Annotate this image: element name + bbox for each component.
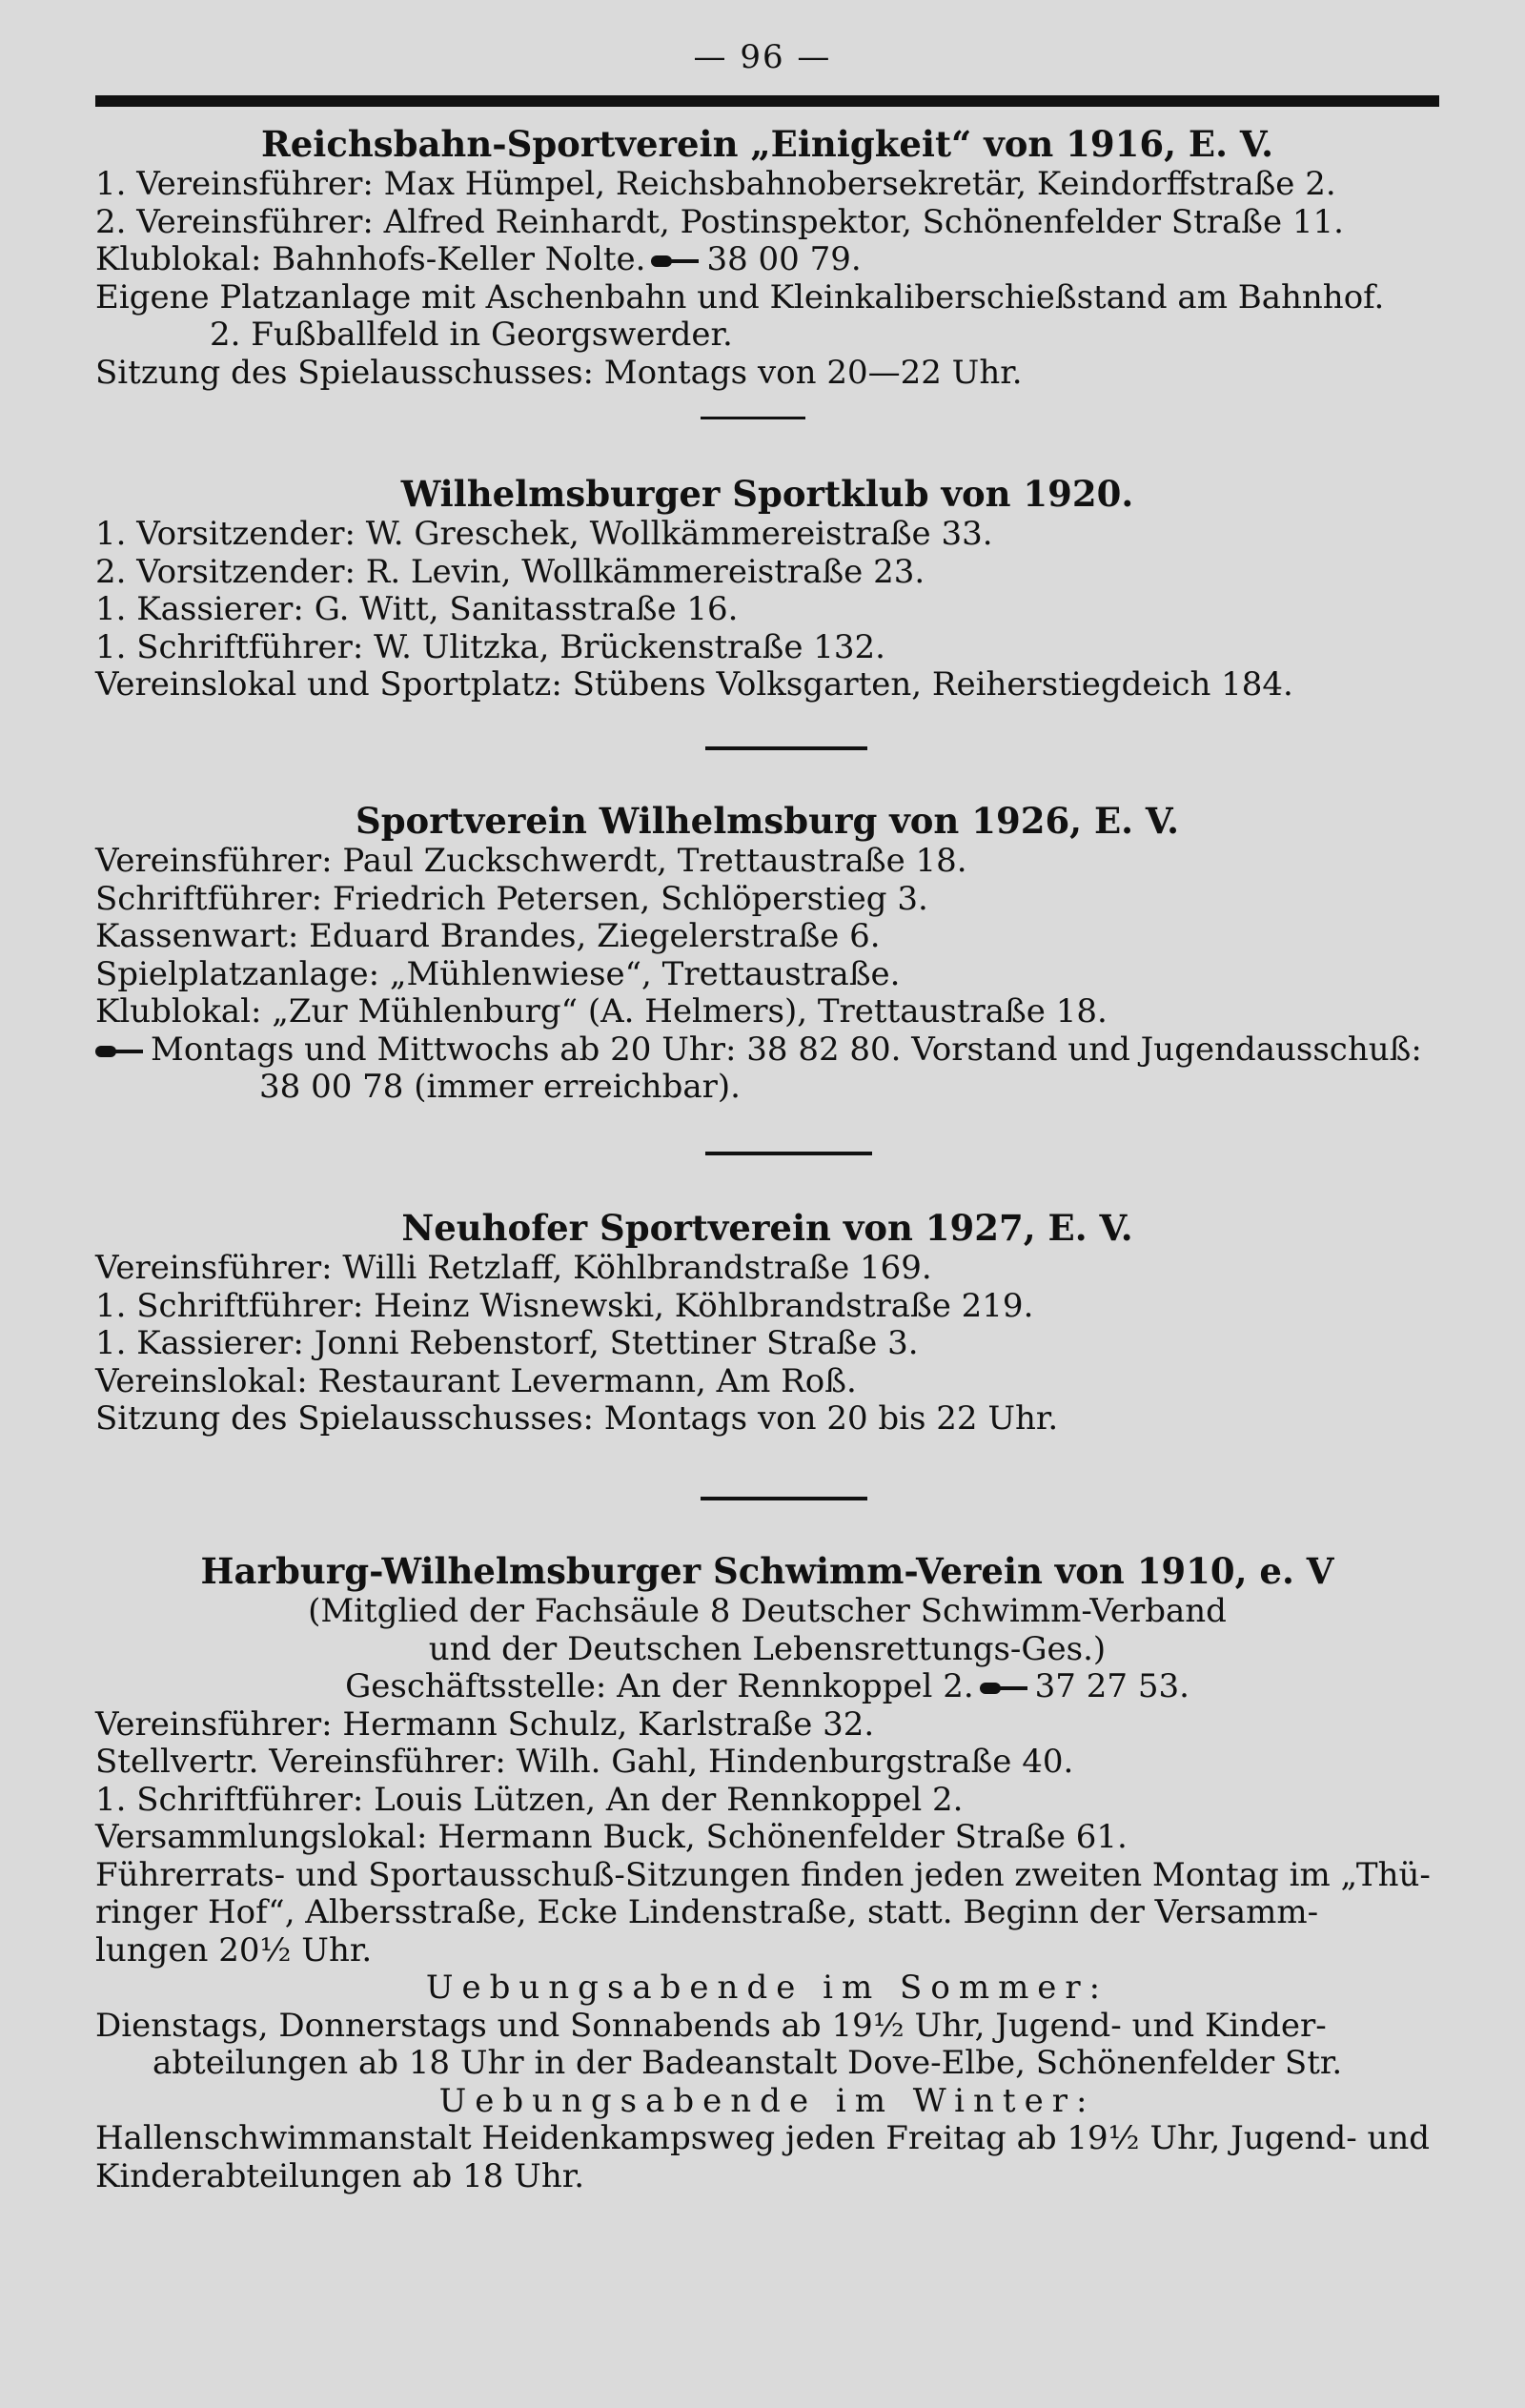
text-line: 2. Fußballfeld in Georgswerder. [210, 316, 733, 354]
section-schwimm-verein [95, 1549, 1468, 2195]
text-line [95, 241, 1468, 279]
section-heading: Harburg-Wilhelmsburger Schwimm-Verein von 1910, e. V [200, 1550, 1334, 1592]
text-line: 1. Schriftführer: W. Ulitzka, Brückenstraße 132. [95, 627, 885, 666]
text-line: 2. Vorsitzender: R. Levin, Wollkämmereistraße 23. [95, 552, 925, 591]
summer-title: Uebungsabende im Sommer: [425, 1969, 1109, 2007]
text-line: lungen 20½ Uhr. [95, 1930, 373, 1969]
text-line: Stellvertr. Vereinsführer: Wilh. Gahl, Hindenburgstraße 40. [95, 1743, 1074, 1781]
text-line [95, 1031, 1468, 1070]
text-line: Vereinsführer: Willi Retzlaff, Köhlbrandstraße 169. [95, 1249, 932, 1287]
text-line: Vereinslokal: Restaurant Levermann, Am Roß. [95, 1361, 857, 1400]
text-line: 1. Schriftführer: Louis Lützen, An der Rennkoppel 2. [95, 1780, 964, 1819]
telephone-icon [95, 1043, 145, 1060]
section-divider [705, 1152, 872, 1155]
text-line: 2. Vereinsführer: Alfred Reinhardt, Postinspektor, Schönenfelder Straße 11. [95, 202, 1344, 241]
text-line: Vereinsführer: Paul Zuckschwerdt, Trettaustraße 18. [95, 842, 967, 880]
telephone-icon [980, 1680, 1029, 1697]
subtitle-line [95, 1668, 1439, 1706]
text-line: Führerrats- und Sportausschuß-Sitzungen finden jeden zweiten Montag im „Thü- [95, 1855, 1431, 1894]
text-line: Klublokal: „Zur Mühlenburg“ (A. Helmers), Trettaustraße 18. [95, 992, 1108, 1031]
telephone-icon [651, 253, 701, 270]
section-neuhofer-sportverein [95, 1206, 1468, 1439]
text-line: Kinderabteilungen ab 18 Uhr. [95, 2156, 585, 2195]
text-line: ringer Hof“, Albersstraße, Ecke Lindenstraße, statt. Beginn der Versamm- [95, 1893, 1319, 1931]
text-fragment: Geschäftsstelle: An der Rennkoppel 2. [345, 1667, 974, 1705]
text-line: 1. Vorsitzender: W. Greschek, Wollkämmereistraße 33. [95, 515, 993, 553]
section-divider [701, 417, 805, 419]
text-line: 38 00 78 (immer erreichbar). [259, 1068, 741, 1106]
subtitle-line: und der Deutschen Lebensrettungs-Ges.) [428, 1629, 1107, 1668]
section-wilhelmsburger-sportklub [95, 472, 1468, 704]
text-line: Hallenschwimmanstalt Heidenkampsweg jeden Freitag ab 19½ Uhr, Jugend- und [95, 2119, 1431, 2157]
text-line: 1. Kassierer: G. Witt, Sanitasstraße 16. [95, 590, 739, 628]
text-line: Kassenwart: Eduard Brandes, Ziegelerstraße 6. [95, 917, 881, 955]
text-line: Versammlungslokal: Hermann Buck, Schönenfelder Straße 61. [95, 1818, 1128, 1856]
subtitle-line: (Mitglied der Fachsäule 8 Deutscher Schwimm-Verband [308, 1592, 1227, 1630]
text-line: 1. Vereinsführer: Max Hümpel, Reichsbahnobersekretär, Keindorffstraße 2. [95, 165, 1336, 203]
text-line: 1. Kassierer: Jonni Rebenstorf, Stettiner Straße 3. [95, 1324, 919, 1362]
text-line: Dienstags, Donnerstags und Sonnabends ab 19½ Uhr, Jugend- und Kinder- [95, 2006, 1327, 2045]
text-line: Sitzung des Spielausschusses: Montags von 20 bis 22 Uhr. [95, 1399, 1059, 1438]
section-heading: Sportverein Wilhelmsburg von 1926, E. V. [355, 800, 1180, 842]
text-line: Spielplatzanlage: „Mühlenwiese“, Trettaustraße. [95, 954, 901, 993]
text-line: Sitzung des Spielausschusses: Montags von 20—22 Uhr. [95, 353, 1023, 392]
text-line: Eigene Platzanlage mit Aschenbahn und Kleinkaliberschießstand am Bahnhof. [95, 277, 1385, 316]
text-line: 1. Schriftführer: Heinz Wisnewski, Köhlbrandstraße 219. [95, 1286, 1034, 1325]
text-fragment: Montags und Mittwochs ab 20 Uhr: 38 82 80. Vorstand und Jugendausschuß: [151, 1030, 1422, 1069]
section-divider [701, 1497, 867, 1500]
text-line: Schriftführer: Friedrich Petersen, Schlöperstieg 3. [95, 879, 928, 918]
winter-title: Uebungsabende im Winter: [438, 2081, 1096, 2120]
text-fragment: Klublokal: Bahnhofs-Keller Nolte. [95, 240, 646, 278]
phone-number: 37 27 53. [1034, 1667, 1190, 1705]
text-line: abteilungen ab 18 Uhr in der Badeanstalt Dove-Elbe, Schönenfelder Str. [152, 2044, 1343, 2082]
top-rule [95, 95, 1439, 107]
phone-number: 38 00 79. [706, 240, 862, 278]
section-heading: Reichsbahn-Sportverein „Einigkeit“ von 1916, E. V. [260, 123, 1273, 165]
section-divider [705, 746, 867, 750]
text-line: Vereinsführer: Hermann Schulz, Karlstraße 32. [95, 1704, 875, 1744]
page-number: — 96 — [693, 38, 832, 76]
section-sportverein-wilhelmsburg [95, 799, 1468, 1107]
text-line: Vereinslokal und Sportplatz: Stübens Volksgarten, Reiherstiegdeich 184. [95, 665, 1293, 704]
section-heading: Wilhelmsburger Sportklub von 1920. [400, 473, 1134, 515]
section-reichsbahn [95, 122, 1468, 392]
section-heading: Neuhofer Sportverein von 1927, E. V. [401, 1207, 1133, 1249]
